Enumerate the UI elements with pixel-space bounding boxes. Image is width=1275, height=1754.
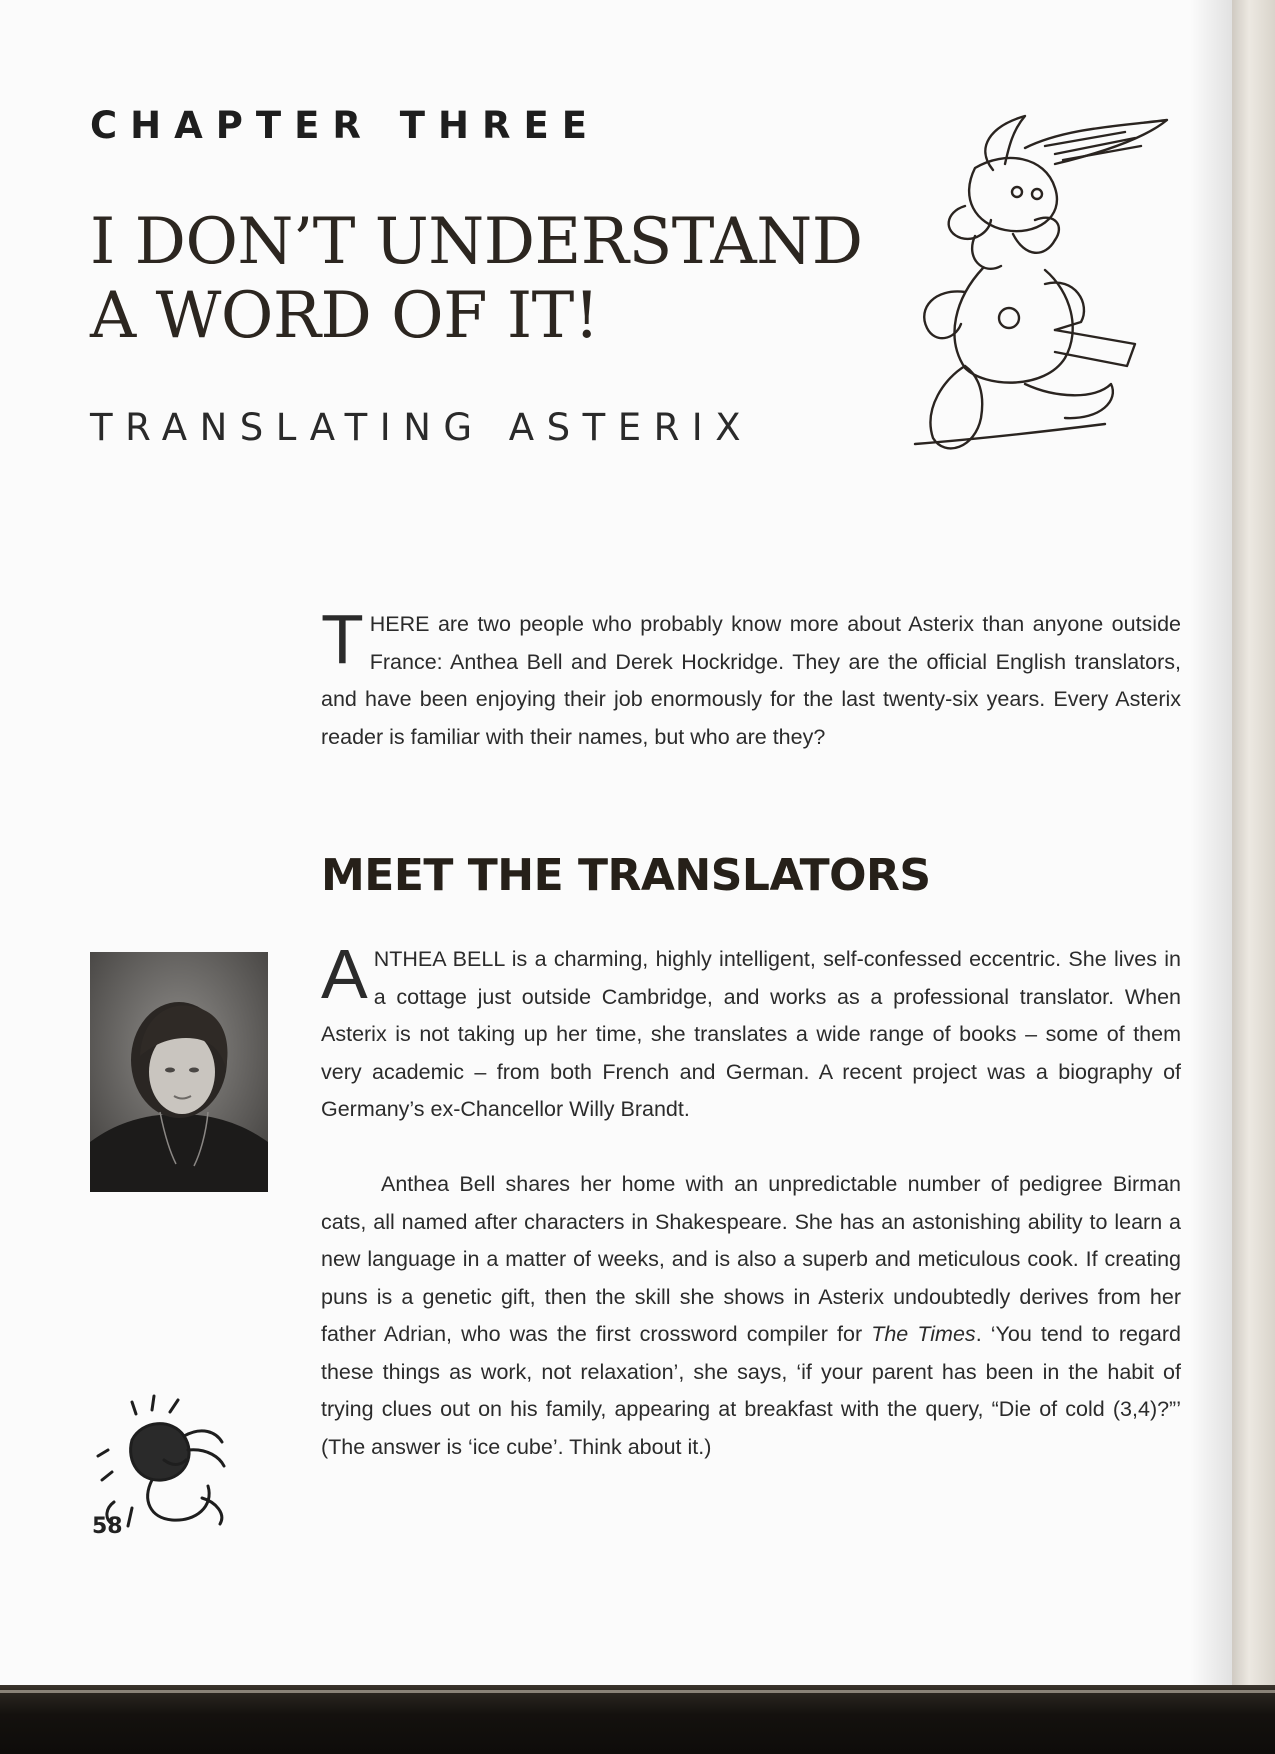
chapter-subtitle: TRANSLATING ASTERIX — [90, 406, 754, 449]
chapter-title-line-2: A WORD OF IT! — [90, 279, 600, 353]
page-bottom-edge — [0, 1690, 1275, 1693]
anthea-cats-paragraph — [321, 1166, 1181, 1466]
chapter-label: CHAPTER THREE — [90, 104, 601, 147]
intro-paragraph — [321, 600, 1181, 756]
asterix-illustration — [905, 108, 1175, 458]
intro-drop-cap: T — [321, 600, 364, 678]
chapter-title — [90, 205, 920, 353]
facing-page-edge — [1232, 0, 1275, 1685]
chapter-title-line-1: I DON’T UNDERSTAND — [90, 205, 863, 279]
table-surface — [0, 1685, 1275, 1754]
intro-text: HERE are two people who probably know more about Asterix than anyone outside France: Anthea Bell and Derek Hockridge. They are the official English translators, and have been enjoying their job enormously for the last twenty-six years. Every Asterix reader is familiar with their names, but who are they? — [321, 612, 1181, 749]
cats-text-2: . ‘You tend to regard these things as work, not relaxation’, she says, ‘if your parent has been in the habit of trying clues out on his family, appearing at breakfast with the query, “Die of cold (3,4)?”’ (The answer is ‘ice cube’. Think about it.) — [321, 1322, 1181, 1459]
cats-text-1: Anthea Bell shares her home with an unpredictable number of pedigree Birman cats, all named after characters in Shakespeare. She has an astonishing ability to learn a new language in a matter of weeks, and is also a superb and meticulous cook. If creating puns is a genetic gift, then the skill she shows in Asterix undoubtedly derives from her father Adrian, who was the first crossword compiler for — [321, 1172, 1181, 1346]
anthea-drop-cap: A — [321, 935, 368, 1013]
section-heading: MEET THE TRANSLATORS — [321, 850, 931, 901]
the-times-title: The Times — [871, 1322, 976, 1346]
laughing-character-illustration — [92, 1390, 252, 1530]
anthea-text: NTHEA BELL is a charming, highly intelligent, self-confessed eccentric. She lives in a cottage just outside Cambridge, and works as a professional translator. When Asterix is not taking up her time, she translates a wide range of books – some of them very academic – from both French and German. A recent project was a biography of Germany’s ex-Chancellor Willy Brandt. — [321, 947, 1181, 1121]
anthea-bell-photo — [90, 952, 268, 1192]
page-gutter-shadow — [1190, 0, 1232, 1685]
page-number: 58 — [92, 1514, 123, 1539]
anthea-bell-paragraph — [321, 935, 1181, 1129]
